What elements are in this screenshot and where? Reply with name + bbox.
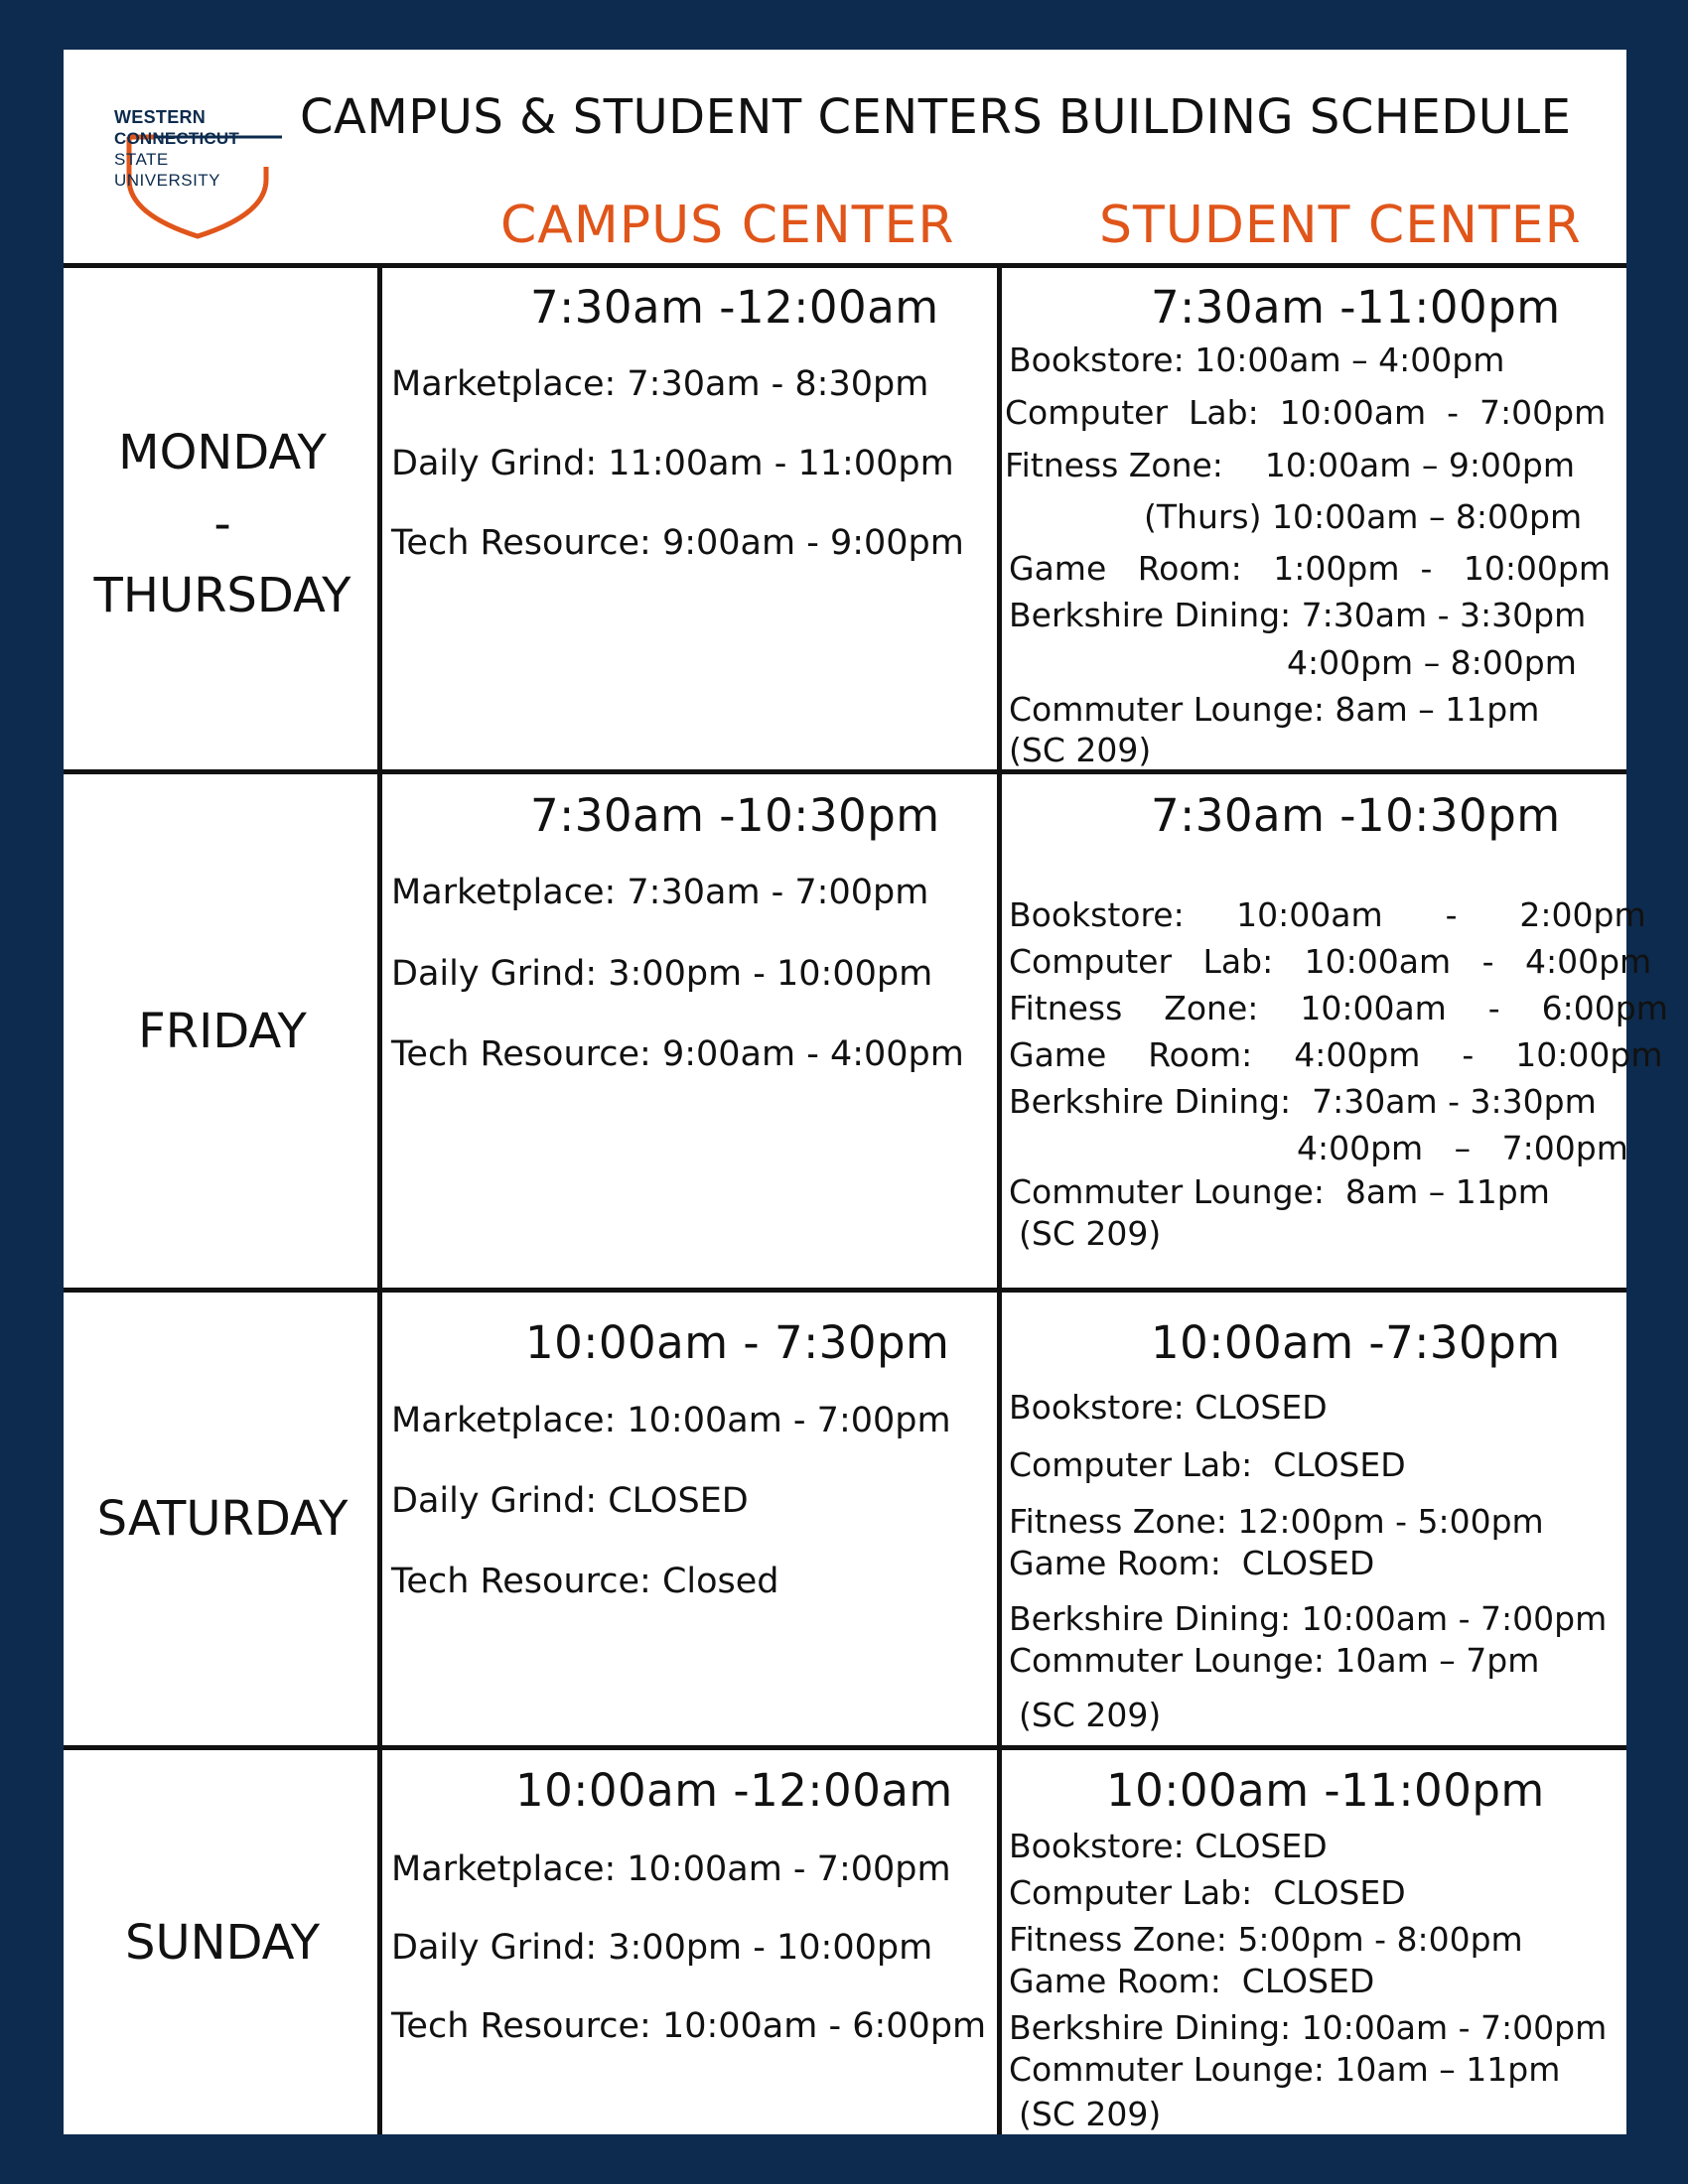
campus-line: Daily Grind: 11:00am - 11:00pm <box>391 444 954 483</box>
day-label-friday: FRIDAY <box>138 1003 307 1059</box>
student-line: Fitness Zone: 10:00am – 9:00pm <box>1005 446 1576 484</box>
student-line: Game Room: 4:00pm - 10:00pm <box>1009 1035 1663 1074</box>
campus-line: Marketplace: 7:30am - 8:30pm <box>391 364 929 404</box>
campus-line: Tech Resource: 9:00am - 4:00pm <box>391 1034 964 1074</box>
student-line: Berkshire Dining: 10:00am - 7:00pm <box>1009 1599 1608 1638</box>
student-hours: 10:00am -11:00pm <box>1106 1764 1545 1817</box>
logo-line-3: STATE <box>114 150 169 169</box>
campus-center-header: CAMPUS CENTER <box>500 196 955 255</box>
student-line: Bookstore: 10:00am – 4:00pm <box>1009 341 1505 379</box>
campus-line: Marketplace: 10:00am - 7:00pm <box>391 1849 951 1889</box>
student-line: Commuter Lounge: 8am – 11pm <box>1009 1172 1550 1211</box>
student-line: Computer Lab: CLOSED <box>1009 1873 1406 1912</box>
student-line: 4:00pm – 8:00pm <box>1287 643 1577 682</box>
logo-line-1: WESTERN <box>114 107 207 127</box>
student-line: Fitness Zone: 12:00pm - 5:00pm <box>1009 1502 1544 1541</box>
campus-hours: 10:00am -12:00am <box>515 1764 953 1817</box>
schedule-page <box>64 50 1668 2134</box>
student-line: Commuter Lounge: 10am – 11pm <box>1009 2050 1561 2089</box>
student-line: Commuter Lounge: 8am – 11pm <box>1009 690 1540 729</box>
campus-line: Daily Grind: 3:00pm - 10:00pm <box>391 1928 933 1968</box>
student-line: Game Room: CLOSED <box>1009 1962 1375 2000</box>
student-line: (SC 209) <box>1009 731 1152 769</box>
student-line: Berkshire Dining: 7:30am - 3:30pm <box>1009 1082 1597 1121</box>
student-line: Berkshire Dining: 10:00am - 7:00pm <box>1009 2008 1608 2047</box>
table-top-rule <box>64 263 1626 268</box>
student-line: Computer Lab: 10:00am - 7:00pm <box>1005 393 1607 432</box>
day-label-sunday: SUNDAY <box>124 1914 321 1971</box>
campus-hours: 7:30am -10:30pm <box>530 789 940 842</box>
logo-line-4: UNIVERSITY <box>114 171 221 190</box>
student-line: Game Room: 1:00pm - 10:00pm <box>1009 549 1612 588</box>
student-line: (SC 209) <box>1019 1696 1162 1734</box>
student-line: Bookstore: CLOSED <box>1009 1827 1328 1865</box>
student-line: Computer Lab: CLOSED <box>1009 1445 1406 1484</box>
campus-line: Tech Resource: 10:00am - 6:00pm <box>391 2006 987 2046</box>
student-hours: 10:00am -7:30pm <box>1151 1316 1561 1369</box>
campus-line: Marketplace: 7:30am - 7:00pm <box>391 873 929 912</box>
student-hours: 7:30am -10:30pm <box>1151 789 1561 842</box>
campus-line: Tech Resource: 9:00am - 9:00pm <box>391 523 964 563</box>
logo-line-2: CONNECTICUT <box>114 129 239 148</box>
student-line: Berkshire Dining: 7:30am - 3:30pm <box>1009 596 1587 634</box>
student-line: Bookstore: CLOSED <box>1009 1388 1328 1427</box>
campus-line: Daily Grind: 3:00pm - 10:00pm <box>391 954 933 994</box>
campus-line: Marketplace: 10:00am - 7:00pm <box>391 1401 951 1440</box>
campus-line: Daily Grind: CLOSED <box>391 1481 749 1521</box>
student-line: Fitness Zone: 5:00pm - 8:00pm <box>1009 1920 1523 1959</box>
campus-hours: 7:30am -12:00am <box>530 281 939 334</box>
student-line: Computer Lab: 10:00am - 4:00pm <box>1009 942 1652 981</box>
student-center-header: STUDENT CENTER <box>1099 196 1582 255</box>
student-line: Fitness Zone: 10:00am - 6:00pm <box>1009 989 1668 1027</box>
student-line: Commuter Lounge: 10am – 7pm <box>1009 1641 1540 1680</box>
page-title: CAMPUS & STUDENT CENTERS BUILDING SCHEDULE <box>300 89 1572 145</box>
day-label-mon-thu: MONDAY - THURSDAY <box>93 424 352 623</box>
campus-line: Tech Resource: Closed <box>391 1562 779 1601</box>
student-line: Game Room: CLOSED <box>1009 1544 1375 1582</box>
campus-hours: 10:00am - 7:30pm <box>525 1316 950 1369</box>
logo-wordmark <box>114 107 239 191</box>
student-line: (SC 209) <box>1019 2095 1162 2133</box>
student-line: (Thurs) 10:00am – 8:00pm <box>1144 497 1583 536</box>
column-divider <box>997 268 1002 2134</box>
day-label-saturday: SATURDAY <box>96 1491 349 1547</box>
student-line: (SC 209) <box>1019 1214 1162 1253</box>
student-line: 4:00pm – 7:00pm <box>1297 1129 1628 1167</box>
student-line: Bookstore: 10:00am - 2:00pm <box>1009 895 1646 934</box>
student-hours: 7:30am -11:00pm <box>1151 281 1561 334</box>
